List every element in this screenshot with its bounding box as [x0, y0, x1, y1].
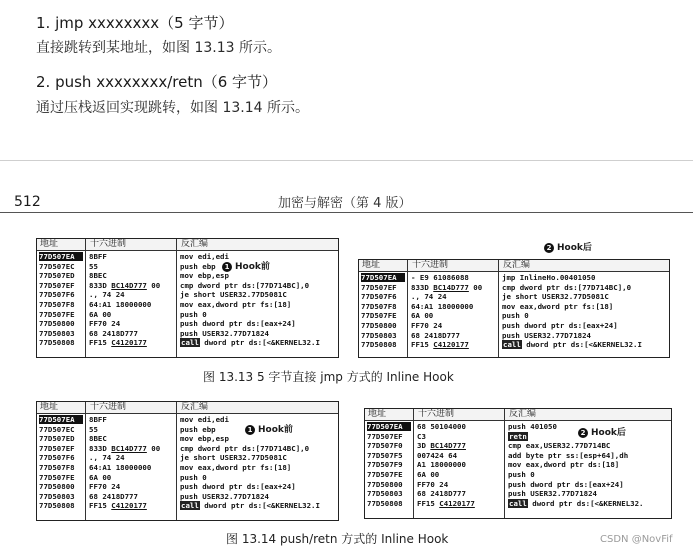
- row-hex: ., 74 24: [411, 292, 447, 302]
- row-disasm: push 0: [180, 472, 207, 482]
- section-2-heading: 2. push xxxxxxxx/retn（6 字节）: [36, 73, 278, 91]
- col-header-asm: 反汇编: [509, 409, 537, 419]
- hex-address-ref: C4120177: [439, 498, 475, 508]
- row-disasm: mov edi,edi: [180, 252, 229, 261]
- row-hex: FF15 C4120177: [417, 498, 475, 508]
- fig1-before-label: [222, 259, 270, 272]
- code-row[interactable]: [37, 434, 338, 443]
- row-disasm: mov edi,edi: [180, 415, 229, 424]
- row-address: 77D50800: [39, 319, 75, 329]
- row-disasm: push USER32.77D71824: [180, 491, 269, 501]
- row-address: 77D50800: [361, 321, 397, 330]
- figure-13-14-caption: 图 13.14 push/retn 方式的 Inline Hook: [226, 532, 449, 546]
- row-address: 77D507EC: [39, 424, 75, 434]
- row-hex: 68 2418D777: [411, 330, 460, 340]
- row-address: 77D507EA: [39, 252, 83, 261]
- row-address: 77D507ED: [39, 271, 75, 281]
- code-row[interactable]: [37, 281, 338, 290]
- row-address: 77D507FE: [361, 311, 397, 321]
- row-disasm: cmp dword ptr ds:[77D714BC],0: [180, 443, 310, 453]
- row-address: 77D507F6: [39, 290, 75, 300]
- column-header: [37, 239, 338, 251]
- col-header-asm: 反汇编: [181, 402, 209, 412]
- highlighted-mnemonic: call: [503, 340, 521, 350]
- col-header-hex: 十六进制: [90, 239, 127, 249]
- highlighted-mnemonic: call: [181, 501, 199, 511]
- code-row[interactable]: [37, 252, 338, 261]
- code-row[interactable]: [365, 441, 671, 450]
- code-row[interactable]: [37, 310, 338, 319]
- code-row[interactable]: [37, 482, 338, 491]
- row-disasm: push USER32.77D71824: [508, 489, 597, 499]
- code-row[interactable]: [37, 329, 338, 338]
- column-header: [37, 402, 338, 414]
- hook-after-text: Hook后: [557, 243, 592, 253]
- row-disasm: je short USER32.77D5081C: [180, 453, 287, 463]
- row-address: 77D507EF: [367, 431, 403, 441]
- row-hex: 68 2418D777: [89, 328, 138, 338]
- row-address: 77D50803: [361, 330, 397, 340]
- figure-13-13-caption: 图 13.13 5 字节直接 jmp 方式的 Inline Hook: [203, 370, 454, 384]
- code-row[interactable]: [365, 480, 671, 489]
- row-hex: 833D BC14D777 00: [89, 443, 161, 453]
- page-number: 512: [14, 194, 41, 210]
- row-hex: 833D BC14D777 00: [411, 282, 483, 292]
- row-address: 77D507EA: [367, 422, 411, 431]
- column-header: [365, 409, 671, 421]
- code-row[interactable]: [37, 319, 338, 328]
- column-header: [359, 260, 669, 272]
- row-disasm: push dword ptr ds:[eax+24]: [502, 321, 618, 330]
- code-row[interactable]: [365, 451, 671, 460]
- badge-icon: 2: [578, 428, 588, 438]
- row-hex: FF70 24: [89, 319, 121, 329]
- section-2-text: 通过压栈返回实现跳转，如图 13.14 所示。: [36, 100, 309, 116]
- badge-icon: 1: [222, 262, 232, 272]
- row-disasm: add byte ptr ss:[esp+64],dh: [508, 450, 629, 460]
- code-row[interactable]: [37, 290, 338, 299]
- code-row[interactable]: [37, 473, 338, 482]
- code-row[interactable]: [359, 273, 669, 282]
- row-address: 77D507ED: [39, 434, 75, 444]
- code-row[interactable]: [37, 444, 338, 453]
- hook-before-text: Hook前: [258, 425, 293, 435]
- row-address: 77D507FE: [39, 472, 75, 482]
- badge-icon: 1: [245, 425, 255, 435]
- watermark: CSDN @NovFif: [600, 534, 673, 545]
- row-hex: ., 74 24: [89, 453, 125, 463]
- hex-address-ref: C4120177: [111, 501, 147, 511]
- row-disasm: jmp InlineHo.00401050: [502, 273, 596, 282]
- row-disasm: push ebp: [180, 424, 216, 434]
- code-row[interactable]: [365, 470, 671, 479]
- row-hex: 8BFF: [89, 415, 107, 424]
- row-disasm: mov ebp,esp: [180, 434, 229, 444]
- row-disasm: push 401050: [508, 422, 557, 431]
- row-address: 77D507EF: [361, 282, 397, 292]
- row-hex: 3D BC14D777: [417, 441, 466, 451]
- hex-address-ref: BC14D777: [111, 280, 147, 290]
- row-address: 77D507F8: [39, 463, 75, 472]
- row-address: 77D507EA: [361, 273, 405, 282]
- row-disasm: cmp eax,USER32.77D714BC: [508, 441, 611, 451]
- row-hex: 8BFF: [89, 252, 107, 261]
- row-address: 77D507F0: [367, 441, 403, 451]
- section-1-text: 直接跳转到某地址，如图 13.13 所示。: [36, 40, 281, 56]
- row-disasm: push dword ptr ds:[eax+24]: [508, 479, 624, 489]
- row-address: 77D507FE: [39, 309, 75, 319]
- row-address: 77D50803: [39, 491, 75, 501]
- row-address: 77D50803: [367, 489, 403, 499]
- row-hex: A1 18000000: [417, 460, 466, 470]
- code-row[interactable]: [359, 302, 669, 311]
- row-hex: 8BEC: [89, 271, 107, 281]
- row-hex: 64:A1 18000000: [411, 301, 474, 311]
- row-hex: ., 74 24: [89, 290, 125, 300]
- highlighted-mnemonic: retn: [509, 431, 527, 441]
- code-row[interactable]: [365, 460, 671, 469]
- col-header-hex: 十六进制: [90, 402, 127, 412]
- row-address: 77D507EC: [39, 261, 75, 271]
- row-hex: FF70 24: [417, 479, 449, 489]
- row-disasm: push 0: [502, 311, 529, 321]
- row-disasm: push 0: [180, 309, 207, 319]
- row-disasm: je short USER32.77D5081C: [180, 290, 287, 300]
- row-hex: FF15 C4120177: [89, 338, 147, 348]
- row-address: 77D50808: [361, 340, 397, 350]
- row-address: 77D50800: [367, 479, 403, 489]
- fig2-after-label: [578, 425, 626, 438]
- header-rule: [0, 212, 693, 213]
- code-row[interactable]: [37, 492, 338, 501]
- col-header-hex: 十六进制: [418, 409, 455, 419]
- hex-address-ref: BC14D777: [111, 443, 147, 453]
- hex-address-ref: C4120177: [111, 338, 147, 348]
- row-address: 77D507EF: [39, 280, 75, 290]
- row-hex: FF70 24: [411, 321, 443, 330]
- code-row[interactable]: [359, 340, 669, 349]
- row-hex: 68 2418D777: [89, 491, 138, 501]
- book-title: 加密与解密（第 4 版）: [278, 196, 412, 211]
- row-address: 77D507F6: [361, 292, 397, 302]
- row-address: 77D507FE: [367, 470, 403, 479]
- row-disasm: call dword ptr ds:[<&KERNEL32.I: [181, 338, 320, 348]
- row-disasm: mov eax,dword ptr fs:[18]: [502, 301, 614, 311]
- col-header-addr: 地址: [368, 409, 387, 419]
- hex-address-ref: C4120177: [433, 340, 469, 350]
- row-hex: FF15 C4120177: [411, 340, 469, 350]
- code-row[interactable]: [37, 271, 338, 280]
- row-hex: 007424 64: [417, 450, 458, 460]
- row-hex: 64:A1 18000000: [89, 300, 152, 309]
- row-address: 77D507F8: [39, 300, 75, 309]
- row-hex: 55: [89, 424, 98, 434]
- hook-after-text: Hook后: [591, 428, 626, 438]
- page-divider: [0, 160, 693, 161]
- hex-address-ref: BC14D777: [433, 282, 469, 292]
- row-address: 77D50800: [39, 482, 75, 492]
- row-hex: C3: [417, 431, 426, 441]
- row-disasm: call dword ptr ds:[<&KERNEL32.: [509, 498, 644, 508]
- row-address: 77D50803: [39, 328, 75, 338]
- row-hex: 6A 00: [411, 311, 434, 321]
- row-hex: - E9 61086088: [411, 273, 469, 282]
- section-1-heading: 1. jmp xxxxxxxx（5 字节）: [36, 14, 234, 32]
- fig2-before-window: [36, 401, 339, 521]
- row-disasm: push USER32.77D71824: [180, 328, 269, 338]
- row-disasm: mov eax,dword ptr fs:[18]: [180, 300, 292, 309]
- code-row[interactable]: [359, 321, 669, 330]
- code-row[interactable]: [359, 283, 669, 292]
- row-hex: 68 50104000: [417, 422, 466, 431]
- badge-icon: 2: [544, 243, 554, 253]
- fig1-before-window: [36, 238, 339, 358]
- row-disasm: push 0: [508, 470, 535, 479]
- code-row[interactable]: [359, 311, 669, 320]
- row-address: 77D507EF: [39, 443, 75, 453]
- hook-before-text: Hook前: [235, 262, 270, 272]
- row-disasm: push dword ptr ds:[eax+24]: [180, 319, 296, 329]
- row-hex: 64:A1 18000000: [89, 463, 152, 472]
- row-hex: 68 2418D777: [417, 489, 466, 499]
- row-disasm: cmp dword ptr ds:[77D714BC],0: [180, 280, 310, 290]
- row-hex: 6A 00: [89, 309, 112, 319]
- row-hex: 55: [89, 261, 98, 271]
- row-disasm: je short USER32.77D5081C: [502, 292, 609, 302]
- col-header-addr: 地址: [40, 402, 59, 412]
- col-header-hex: 十六进制: [412, 260, 449, 270]
- row-hex: 8BEC: [89, 434, 107, 444]
- hex-address-ref: BC14D777: [430, 441, 466, 451]
- row-address: 77D507EA: [39, 415, 83, 424]
- row-hex: FF70 24: [89, 482, 121, 492]
- fig1-after-label: [544, 240, 592, 253]
- code-row[interactable]: [37, 300, 338, 309]
- code-row[interactable]: [365, 499, 671, 508]
- col-header-addr: 地址: [40, 239, 59, 249]
- highlighted-mnemonic: call: [181, 338, 199, 348]
- row-address: 77D50808: [39, 501, 75, 511]
- code-row[interactable]: [37, 501, 338, 510]
- code-row[interactable]: [359, 331, 669, 340]
- col-header-asm: 反汇编: [181, 239, 209, 249]
- col-header-addr: 地址: [362, 260, 381, 270]
- code-row[interactable]: [365, 489, 671, 498]
- highlighted-mnemonic: call: [509, 498, 527, 508]
- row-address: 77D50808: [367, 498, 403, 508]
- row-address: 77D507F9: [367, 460, 403, 470]
- row-hex: 6A 00: [417, 470, 440, 479]
- row-address: 77D507F8: [361, 301, 397, 311]
- row-disasm: mov ebp,esp: [180, 271, 229, 281]
- code-row[interactable]: [37, 338, 338, 347]
- row-disasm: push dword ptr ds:[eax+24]: [180, 482, 296, 492]
- code-row[interactable]: [37, 453, 338, 462]
- row-disasm: call dword ptr ds:[<&KERNEL32.I: [503, 340, 642, 350]
- code-row[interactable]: [37, 463, 338, 472]
- row-hex: 833D BC14D777 00: [89, 280, 161, 290]
- row-hex: 6A 00: [89, 472, 112, 482]
- row-address: 77D507F5: [367, 450, 403, 460]
- fig1-after-window: [358, 259, 670, 358]
- row-disasm: push USER32.77D71824: [502, 330, 591, 340]
- row-address: 77D507F6: [39, 453, 75, 463]
- row-hex: FF15 C4120177: [89, 501, 147, 511]
- row-disasm: mov eax,dword ptr fs:[18]: [180, 463, 292, 472]
- row-disasm: cmp dword ptr ds:[77D714BC],0: [502, 282, 632, 292]
- code-row[interactable]: [359, 292, 669, 301]
- row-disasm: call dword ptr ds:[<&KERNEL32.I: [181, 501, 320, 511]
- row-disasm: mov eax,dword ptr ds:[18]: [508, 460, 620, 470]
- fig2-before-label: [245, 422, 293, 435]
- row-disasm: push ebp: [180, 261, 216, 271]
- col-header-asm: 反汇编: [503, 260, 531, 270]
- code-row[interactable]: [37, 262, 338, 271]
- row-address: 77D50808: [39, 338, 75, 348]
